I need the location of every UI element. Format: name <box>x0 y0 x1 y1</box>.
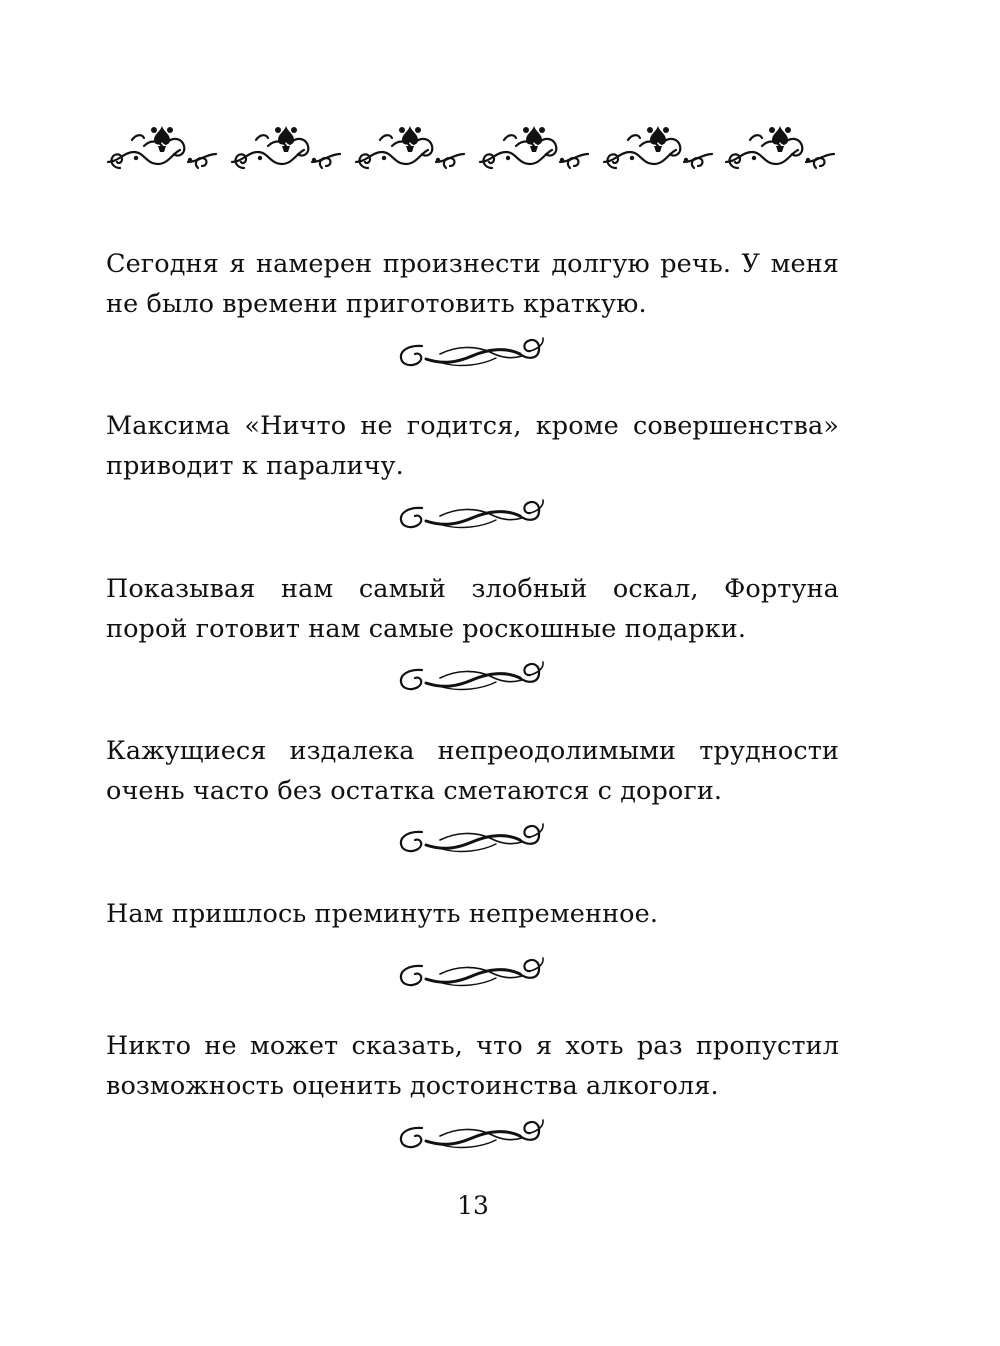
ornamental-border-icon <box>100 118 842 184</box>
quote-2: Максима «Ничто не годится, кроме совершенства» приводит к параличу. <box>106 411 839 481</box>
quote-3: Показывая нам самый злобный оскал, Фортуна порой готовит нам самые роскошные подарки. <box>106 574 839 644</box>
flourish-divider-icon <box>396 656 550 700</box>
flourish-divider-icon <box>396 332 550 376</box>
flourish-divider-icon <box>396 818 550 862</box>
flourish-divider-icon <box>396 494 550 538</box>
flourish-divider-icon <box>396 952 550 996</box>
page-number: 13 <box>457 1191 489 1220</box>
flourish-divider-icon <box>396 1114 550 1158</box>
quote-4: Кажущиеся издалека непреодолимыми трудности очень часто без остатка сметаются с дороги. <box>106 736 839 806</box>
ornament-band <box>108 126 834 168</box>
quote-1: Сегодня я намерен произнести долгую речь. У меня не было времени приготовить краткую. <box>106 249 839 319</box>
quote-5: Нам пришлось преминуть непременное. <box>106 899 659 929</box>
quote-6: Никто не может сказать, что я хоть раз пропустил возможность оценить достоинства алкоголя. <box>106 1031 839 1101</box>
